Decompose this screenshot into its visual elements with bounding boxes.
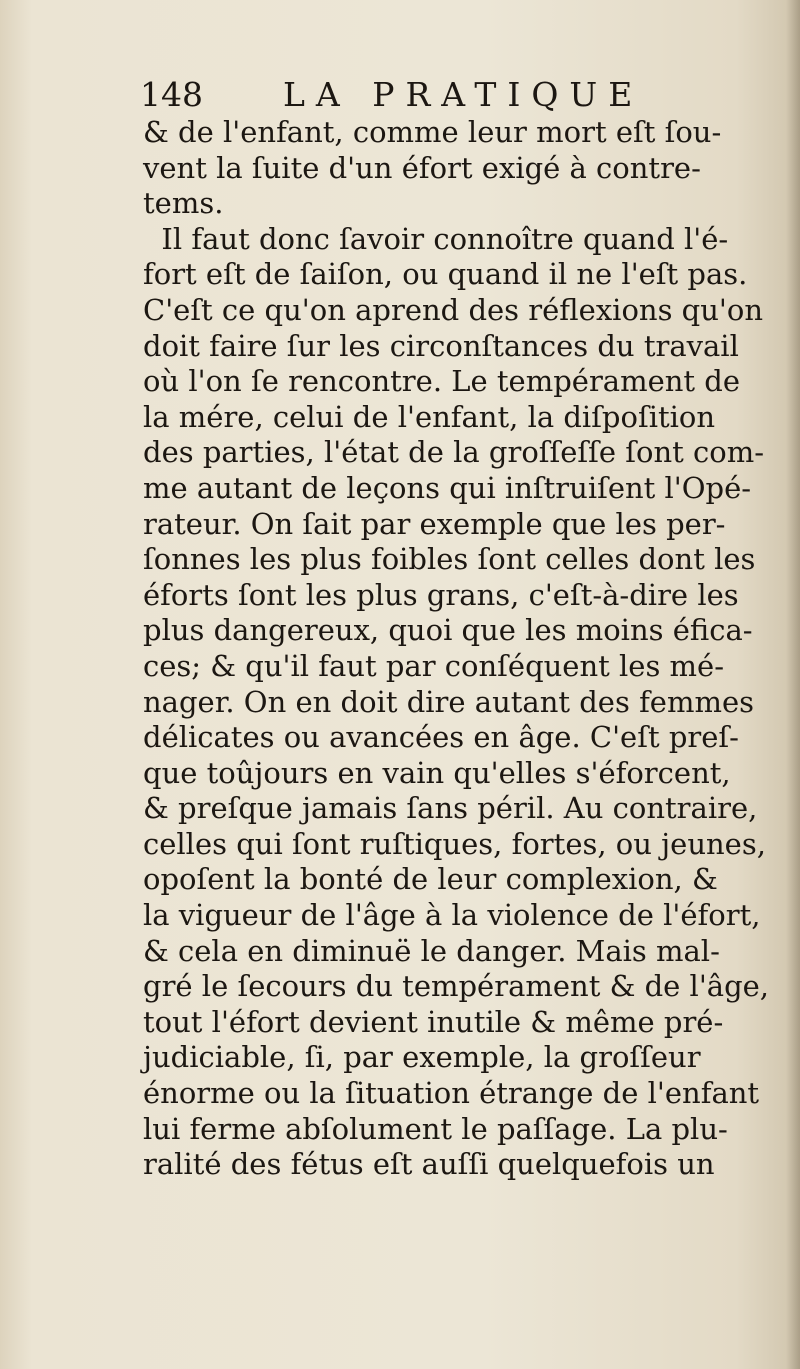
text-line: vent la ſuite d'un éfort exigé à contre- (143, 150, 701, 185)
text-line: où l'on ſe rencontre. Le tempérament de (143, 364, 741, 399)
page-gutter-shadow (786, 0, 800, 1369)
text-line: éforts ſont les plus grans, c'eſt-à-dire les (143, 577, 739, 612)
text-line: gré le ſecours du tempérament & de l'âge, (143, 969, 770, 1004)
text-line: & cela en diminuë le danger. Mais mal- (143, 933, 720, 968)
text-line: la vigueur de l'âge à la violence de l'éfort, (143, 898, 761, 933)
text-line: judiciable, ſi, par exemple, la groſſeur (143, 1040, 701, 1075)
text-line: plus dangereux, quoi que les moins éfica- (143, 613, 753, 648)
text-line: opoſent la bonté de leur complexion, & (143, 862, 718, 897)
text-line: rateur. On ſait par exemple que les per- (143, 506, 726, 541)
text-line: C'eſt ce qu'on aprend des réflexions qu'on (143, 292, 764, 327)
text-line: tout l'éfort devient inutile & même pré- (143, 1004, 724, 1039)
text-line: & preſque jamais ſans péril. Au contraire, (143, 791, 758, 826)
text-line: nager. On en doit dire autant des femmes (143, 684, 755, 719)
text-line: me autant de leçons qui inſtruiſent l'Opé- (143, 470, 752, 505)
text-line: ralité des fétus eſt auſſi quelquefois un (143, 1147, 715, 1182)
text-line: & de l'enfant, comme leur mort eſt ſou- (143, 115, 722, 149)
body-text (143, 115, 770, 1183)
text-line: celles qui ſont ruſtiques, fortes, ou jeunes, (143, 826, 766, 861)
text-line: Il faut donc ſavoir connoître quand l'é- (143, 221, 729, 256)
running-title: LA PRATIQUE (283, 75, 644, 114)
page-header (140, 70, 700, 120)
text-line: des parties, l'état de la groſſeſſe ſont com- (143, 435, 765, 470)
text-line: que toûjours en vain qu'elles s'éforcent, (143, 755, 731, 790)
text-line: lui ferme abſolument le paſſage. La plu- (143, 1111, 728, 1146)
page-number: 148 (140, 75, 203, 114)
text-line: ces; & qu'il faut par conſéquent les mé- (143, 648, 725, 683)
text-line: la mére, celui de l'enfant, la diſpoſition (143, 399, 716, 434)
text-line: doit faire ſur les circonſtances du travail (143, 328, 739, 363)
text-line: ſonnes les plus foibles ſont celles dont les (143, 542, 756, 577)
text-line: tems. (143, 186, 224, 221)
text-line: fort eſt de ſaiſon, ou quand il ne l'eſt pas. (143, 257, 748, 292)
text-line: délicates ou avancées en âge. C'eſt preſ- (143, 720, 739, 755)
text-line: énorme ou la ſituation étrange de l'enfant (143, 1076, 760, 1111)
